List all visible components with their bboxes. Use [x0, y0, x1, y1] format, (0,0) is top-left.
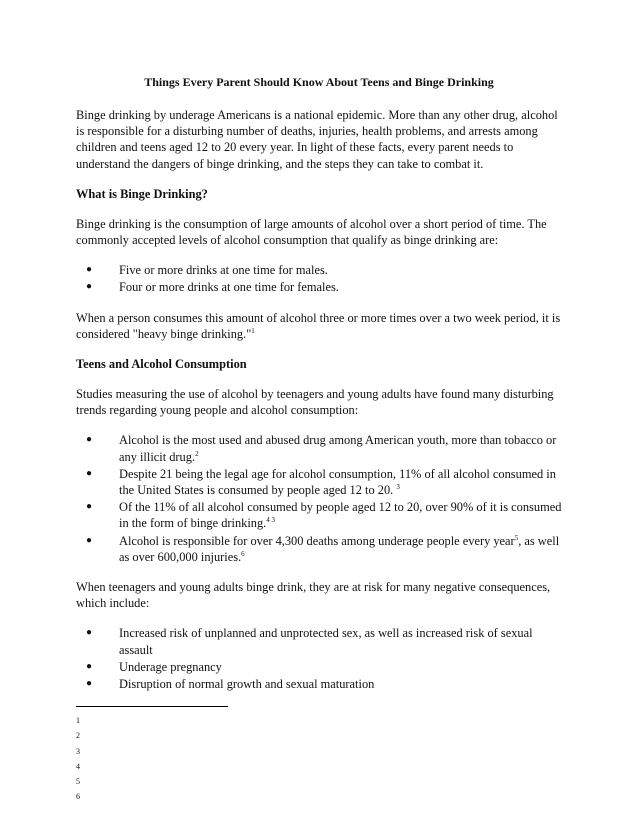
footnote-ref: 1 — [251, 326, 255, 335]
footnote-number: 4 — [76, 761, 80, 771]
list-item — [86, 432, 562, 464]
footnote-number: 1 — [76, 716, 80, 726]
list-item: ● Underage pregnancy — [86, 659, 562, 675]
list-item: ● Four or more drinks at one time for females. — [86, 279, 562, 295]
list-item: ● Disruption of normal growth and sexual maturation — [86, 676, 562, 692]
section-heading-teens: Teens and Alcohol Consumption — [76, 357, 247, 372]
list-item-text: Alcohol is responsible for over 4,300 deaths among underage people every year — [119, 533, 515, 548]
list-item-text: Despite 21 being the legal age for alcohol consumption, 11% of all alcohol consumed in the United States is consumed by people aged 12 to 20. — [119, 466, 556, 498]
binge-definition-paragraph: Binge drinking is the consumption of large amounts of alcohol over a short period of time. The commonly accepted levels of alcohol consumption that qualify as binge drinking are: — [76, 216, 547, 248]
section-heading-binge: What is Binge Drinking? — [76, 186, 208, 201]
binge-levels-list — [76, 262, 562, 295]
intro-paragraph: Binge drinking by underage Americans is a national epidemic. More than any other drug, alcohol is responsible for a disturbing number of deaths, injuries, health problems, and arrests among children and teens aged 12 to 20 every year. In light of these facts, every parent needs to understand the dangers of binge drinking, and the steps they can take to combat it. — [76, 108, 558, 171]
heavy-binge-paragraph — [76, 310, 562, 342]
footnote-ref: 4 3 — [266, 516, 276, 525]
footnote-ref: 2 — [195, 449, 199, 458]
footnote-number: 3 — [76, 746, 80, 756]
heavy-binge-text: When a person consumes this amount of alcohol three or more times over a two week period, it is considered "heavy binge drinking." — [76, 310, 561, 341]
footnotes — [76, 713, 562, 804]
list-item-text: Alcohol is the most used and abused drug among American youth, more than tobacco or any illicit drug. — [119, 433, 557, 464]
list-item: ● Increased risk of unplanned and unprotected sex, as well as increased risk of sexual assault — [86, 625, 562, 657]
list-item-text: , as well as over 600,000 injuries. — [119, 533, 560, 564]
list-item: ● Five or more drinks at one time for males. — [86, 262, 562, 278]
footnote-ref: 6 — [241, 549, 245, 558]
footnote-number: 5 — [76, 777, 80, 787]
page-title: Things Every Parent Should Know About Teens and Binge Drinking — [144, 75, 494, 89]
list-item — [86, 533, 562, 565]
footnote-divider — [76, 706, 228, 707]
list-item — [86, 499, 562, 531]
list-item-text: Of the 11% of all alcohol consumed by people aged 12 to 20, over 90% of it is consumed in the form of binge drinking. — [119, 500, 562, 531]
studies-paragraph: Studies measuring the use of alcohol by teenagers and young adults have found many disturbing trends regarding young people and alcohol consumption: — [76, 387, 554, 418]
footnote-ref: 3 — [396, 482, 400, 491]
list-item — [86, 466, 562, 498]
footnote-ref: 5 — [514, 533, 519, 542]
consequences-list — [76, 625, 562, 692]
footnote-number: 2 — [76, 731, 80, 741]
trends-list — [76, 432, 562, 565]
consequences-paragraph: When teenagers and young adults binge drink, they are at risk for many negative consequences, which include: — [76, 580, 551, 611]
footnote-number: 6 — [76, 792, 80, 802]
